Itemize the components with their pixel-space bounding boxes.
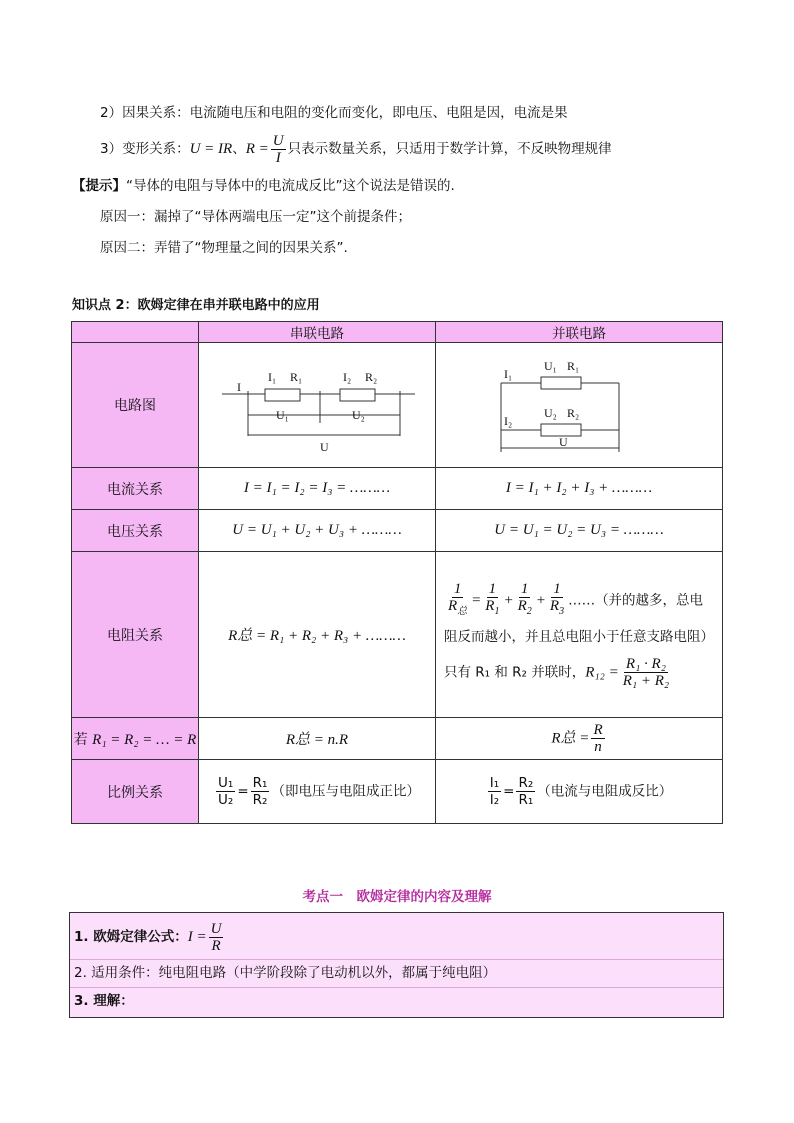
ratio-row (72, 760, 723, 824)
label-current: 电流关系 (72, 468, 199, 510)
voltage-row (72, 510, 723, 552)
parallel-label-i2: I₂ (504, 414, 513, 428)
tip-line (72, 176, 455, 196)
series-label-i2: I₂ (342, 369, 351, 384)
parallel-res-dots: …… (568, 592, 596, 608)
label-equal (72, 718, 199, 760)
parallel-circuit-cell (436, 343, 723, 468)
parallel-resistance-cell (436, 552, 723, 718)
parallel-res-two-prefix: 只有 R₁ 和 R₂ 并联时， (444, 664, 586, 680)
fraction-numerator: U (272, 132, 284, 149)
label-circuit: 电路图 (72, 343, 199, 468)
label-ratio: 比例关系 (72, 760, 199, 824)
tip-text: “导体的电阻与导体中的电流成反比”这个说法是错误的. (126, 178, 455, 194)
parallel-res-two-den: R₁ + R₂ (622, 672, 670, 689)
parallel-label-u: U (559, 435, 568, 449)
series-ratio-den: U₂ (218, 792, 234, 808)
series-voltage: U = U₁ + U₂ + U₃ + ……… (199, 510, 436, 552)
header-series: 串联电路 (199, 322, 436, 343)
parallel-ratio-num2: R₂ (518, 775, 534, 791)
series-equal: R总 = n.R (199, 718, 436, 760)
series-ratio-num: U₁ (218, 775, 234, 791)
transform-prefix: 3）变形关系： (100, 141, 190, 157)
series-resistance: R总 = R₁ + R₂ + R₃ + ……… (199, 552, 436, 718)
series-current: I = I₁ = I₂ = I₃ = ……… (199, 468, 436, 510)
reason-two: 原因二：弄错了“物理量之间的因果关系”. (100, 240, 348, 256)
label-resistance: 电阻关系 (72, 552, 199, 718)
series-circuit-cell (199, 343, 436, 468)
parallel-current: I = I₁ + I₂ + I₃ + ……… (436, 468, 723, 510)
parallel-res-two-num: R₁ · R₂ (625, 655, 666, 672)
equal-row (72, 718, 723, 760)
series-label-u1: U₁ (275, 407, 289, 422)
reason-one: 原因一：漏掉了“导体两端电压一定”这个前提条件； (100, 209, 411, 225)
parallel-label-r1: R₁ (567, 359, 580, 373)
label-voltage: 电压关系 (72, 510, 199, 552)
header-parallel: 并联电路 (436, 322, 723, 343)
parallel-resistance-line3 (444, 656, 722, 689)
box-separator-2 (70, 987, 723, 988)
box-item1-num: U (210, 920, 222, 937)
series-circuit-diagram (210, 351, 425, 456)
series-label-u: U (319, 439, 329, 454)
parallel-ratio-note: （电流与电阻成反比） (537, 783, 673, 800)
box-item1-den: R (211, 937, 221, 954)
parallel-ratio-cell: $\frac{\text{I₁}}{\text{I₂}}$ = $\frac{\text{R₂}}{\text{R₁}}$ （电流与电阻成反比） (436, 760, 723, 824)
series-label-r1: R₁ (289, 369, 302, 384)
series-label-u2: U₂ (351, 407, 365, 422)
label-equal-prefix: 若 (73, 731, 88, 748)
box-item3: 3. 理解： (74, 993, 134, 1009)
formula-r-fraction (271, 133, 286, 166)
box-item1-left: I = (187, 929, 207, 945)
parallel-circuit-diagram (479, 348, 679, 458)
box-separator-1 (70, 959, 723, 960)
box-item1 (74, 919, 225, 955)
parallel-resistance-line1: $\frac{1}{R_总}$ = $\frac{1}{R_1}$ + $\frac{1}{R_2}$ + $\frac{1}{R_3}$ ……（并的越多，总电 (448, 580, 704, 617)
parallel-label-u1: U₁ (544, 359, 557, 373)
parallel-equal-den: n (594, 739, 602, 755)
formula-u-ir: U = IR (189, 141, 233, 157)
box-item2: 2. 适用条件：纯电阻电路（中学阶段除了电动机以外，都属于纯电阻） (74, 965, 497, 981)
parallel-ratio-num: I₁ (489, 775, 500, 791)
parallel-label-u2: U₂ (544, 406, 557, 420)
parallel-voltage: U = U₁ = U₂ = U₃ = ……… (436, 510, 723, 552)
current-row (72, 468, 723, 510)
parallel-res-note-a: （并的越多，总电 (595, 592, 704, 608)
resistance-row (72, 552, 723, 718)
parallel-ratio-den2: R₁ (518, 792, 534, 808)
series-ratio-note: （即电压与电阻成正比） (271, 783, 420, 800)
parallel-equal-num: R (593, 722, 603, 738)
formula-r-left: R = (245, 141, 269, 157)
series-label-r2: R₂ (364, 369, 377, 384)
circuit-row (72, 343, 723, 468)
causal-relation-line: 2）因果关系：电流随电压和电阻的变化而变化，即电压、电阻是因，电流是果 (100, 105, 568, 121)
series-label-i: I (236, 379, 241, 394)
label-equal-formula: R₁ = R₂ = … = R (92, 731, 197, 748)
parallel-equal-left: R总 = (551, 730, 590, 747)
formula-separator: 、 (232, 141, 246, 157)
series-ratio-num2: R₁ (252, 775, 268, 791)
ohm-law-box (69, 912, 724, 1018)
parallel-res-two-left: R₁₂ = (585, 664, 619, 680)
section-title: 知识点 2：欧姆定律在串并联电路中的应用 (72, 298, 320, 313)
transform-relation-line (100, 132, 612, 166)
ohm-law-table (71, 321, 723, 824)
parallel-label-i1: I₁ (504, 367, 513, 381)
series-ratio-den2: R₂ (252, 792, 268, 808)
transform-suffix: 只表示数量关系，只适用于数学计算，不反映物理规律 (287, 141, 612, 157)
series-label-i1: I₁ (267, 369, 276, 384)
box-item1-prefix: 1. 欧姆定律公式： (74, 929, 188, 945)
header-empty-cell (72, 322, 199, 343)
kaodian-title: 考点一 欧姆定律的内容及理解 (302, 889, 492, 905)
series-ratio-cell: $\frac{\text{U₁}}{\text{U₂}}$ = $\frac{\text{R₁}}{\text{R₂}}$ （即电压与电阻成正比） (199, 760, 436, 824)
table-header-row (72, 322, 723, 343)
parallel-equal-cell (436, 718, 723, 760)
parallel-ratio-den: I₂ (489, 792, 500, 808)
tip-tag: 【提示】 (72, 178, 126, 194)
parallel-res-note-b: 阻反而越小，并且总电阻小于任意支路电阻） (444, 628, 714, 645)
fraction-denominator: I (275, 149, 281, 166)
parallel-label-r2: R₂ (567, 406, 580, 420)
